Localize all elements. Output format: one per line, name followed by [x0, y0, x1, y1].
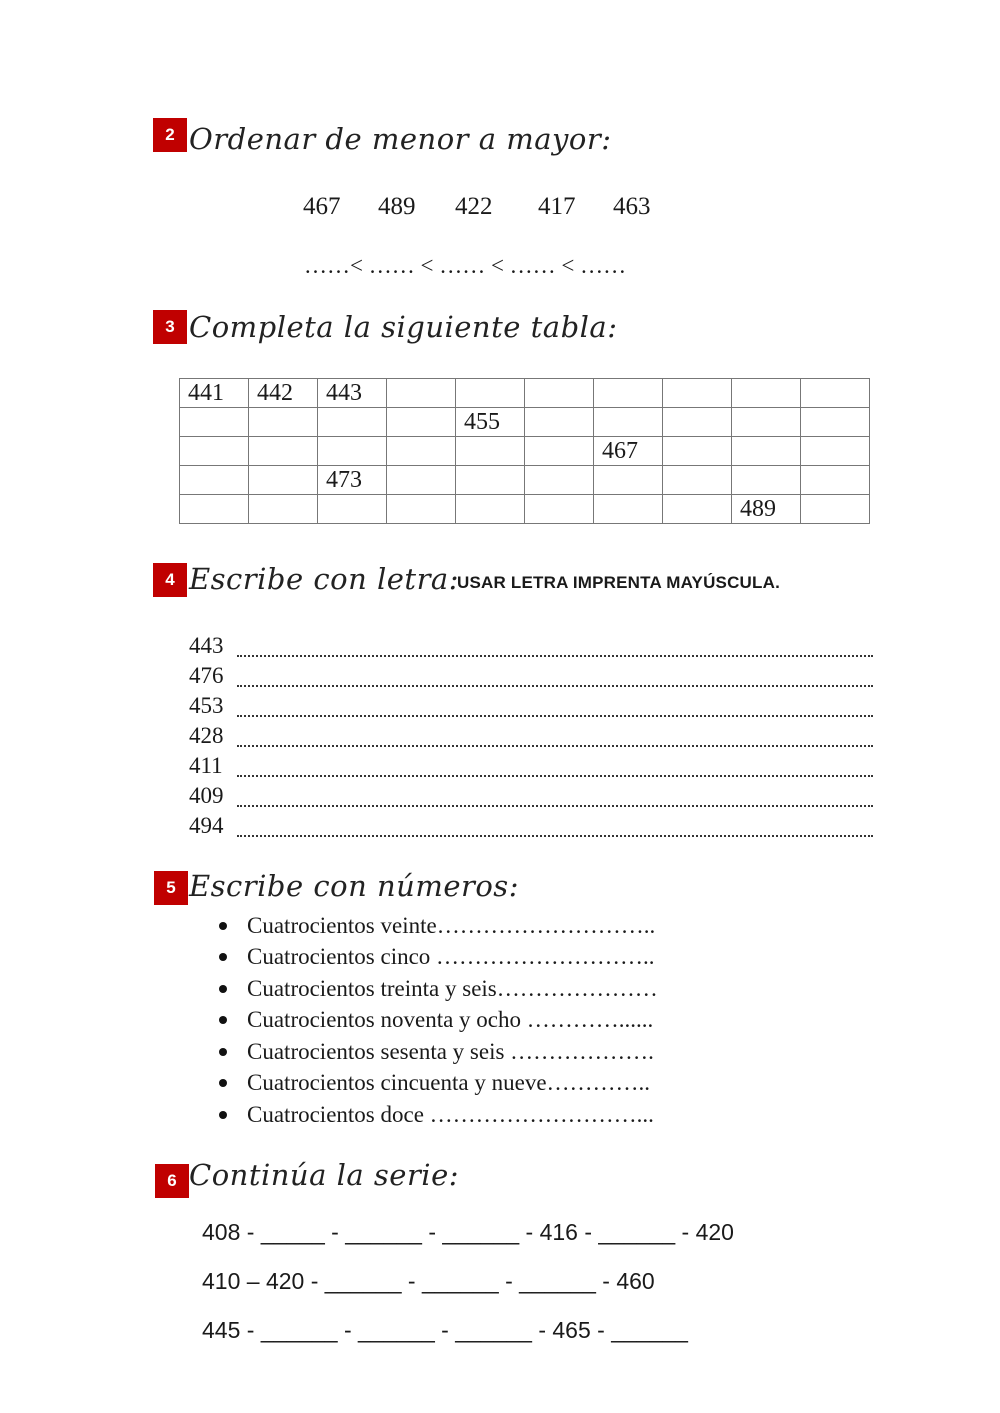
bullet-icon — [219, 1016, 227, 1024]
table-cell[interactable] — [594, 379, 663, 408]
table-cell[interactable] — [732, 466, 801, 495]
table-cell[interactable] — [525, 437, 594, 466]
bullet-icon — [219, 985, 227, 993]
number-table — [179, 378, 870, 524]
dotted-answer-line[interactable] — [237, 685, 873, 687]
table-cell[interactable] — [525, 379, 594, 408]
table-cell[interactable] — [387, 437, 456, 466]
table-cell: 467 — [594, 437, 663, 466]
table-cell: 473 — [318, 466, 387, 495]
write-line-number: 409 — [189, 783, 224, 808]
table-row — [180, 466, 870, 495]
write-line[interactable] — [189, 813, 873, 843]
table-cell[interactable] — [801, 495, 870, 524]
table-cell[interactable] — [387, 495, 456, 524]
write-line-number: 411 — [189, 753, 223, 778]
table-cell[interactable] — [387, 408, 456, 437]
table-cell[interactable] — [525, 495, 594, 524]
table-cell[interactable] — [456, 495, 525, 524]
write-line[interactable] — [189, 663, 873, 693]
table-cell[interactable] — [387, 466, 456, 495]
table-cell[interactable] — [180, 466, 249, 495]
table-cell[interactable] — [249, 408, 318, 437]
table-cell[interactable] — [180, 437, 249, 466]
table-cell[interactable] — [732, 408, 801, 437]
write-line[interactable] — [189, 783, 873, 813]
table-cell[interactable] — [732, 437, 801, 466]
bullet-icon — [219, 922, 227, 930]
dotted-answer-line[interactable] — [237, 715, 873, 717]
list-item[interactable] — [216, 942, 658, 974]
table-cell[interactable] — [525, 466, 594, 495]
table-cell[interactable] — [180, 408, 249, 437]
dotted-answer-line[interactable] — [237, 835, 873, 837]
list-item[interactable] — [216, 1005, 658, 1037]
section-2-title: Ordenar de menor a mayor: — [189, 122, 612, 156]
table-cell[interactable] — [801, 466, 870, 495]
section-4-badge: 4 — [153, 563, 187, 597]
section-3-badge: 3 — [153, 310, 187, 344]
table-cell[interactable] — [318, 408, 387, 437]
table-row — [180, 379, 870, 408]
list-item-text: Cuatrocientos doce ………………………... — [247, 1101, 654, 1127]
list-item-text: Cuatrocientos cincuenta y nueve………….. — [247, 1070, 651, 1096]
list-item[interactable] — [216, 973, 658, 1005]
table-cell: 441 — [180, 379, 249, 408]
number-words-list — [216, 910, 658, 1131]
table-row — [180, 408, 870, 437]
dotted-answer-line[interactable] — [237, 745, 873, 747]
series-line-1[interactable]: 408 - _____ - ______ - ______ - 416 - ______ - 420 — [202, 1219, 734, 1245]
section-5-title: Escribe con números: — [189, 869, 519, 903]
table-cell[interactable] — [594, 466, 663, 495]
order-number-2: 489 — [378, 193, 416, 220]
section-4-title: Escribe con letra: — [189, 562, 459, 596]
write-line[interactable] — [189, 753, 873, 783]
table-cell[interactable] — [663, 466, 732, 495]
list-item[interactable] — [216, 1036, 658, 1068]
table-cell[interactable] — [387, 379, 456, 408]
table-row — [180, 495, 870, 524]
write-line-number: 494 — [189, 813, 224, 838]
table-cell[interactable] — [663, 408, 732, 437]
table-cell[interactable] — [594, 495, 663, 524]
table-cell[interactable] — [732, 379, 801, 408]
write-line-number: 476 — [189, 663, 224, 688]
write-line-number: 453 — [189, 693, 224, 718]
list-item[interactable] — [216, 1068, 658, 1100]
dotted-answer-line[interactable] — [237, 655, 873, 657]
dotted-answer-line[interactable] — [237, 805, 873, 807]
table-cell[interactable] — [801, 437, 870, 466]
table-cell[interactable] — [180, 495, 249, 524]
list-item-text: Cuatrocientos cinco ……………………….. — [247, 944, 655, 970]
series-line-2[interactable]: 410 – 420 - ______ - ______ - ______ - 460 — [202, 1268, 655, 1294]
list-item-text: Cuatrocientos noventa y ocho …………...... — [247, 1007, 654, 1033]
section-6-title: Continúa la serie: — [189, 1158, 460, 1192]
write-line[interactable] — [189, 693, 873, 723]
order-answer-line[interactable]: ……< …… < …… < …… < …… — [304, 253, 627, 278]
table-cell[interactable] — [318, 437, 387, 466]
table-cell[interactable] — [249, 466, 318, 495]
write-line-number: 428 — [189, 723, 224, 748]
dotted-answer-line[interactable] — [237, 775, 873, 777]
table-cell: 443 — [318, 379, 387, 408]
table-cell[interactable] — [249, 495, 318, 524]
series-line-3[interactable]: 445 - ______ - ______ - ______ - 465 - ______ — [202, 1317, 688, 1343]
table-cell[interactable] — [456, 379, 525, 408]
list-item-text: Cuatrocientos treinta y seis………………… — [247, 975, 658, 1001]
section-6-badge: 6 — [155, 1164, 189, 1198]
order-number-5: 463 — [613, 193, 651, 220]
list-item-text: Cuatrocientos veinte……………………….. — [247, 912, 656, 938]
table-cell[interactable] — [318, 495, 387, 524]
list-item[interactable] — [216, 1099, 658, 1131]
table-cell[interactable] — [801, 408, 870, 437]
table-cell: 442 — [249, 379, 318, 408]
table-row — [180, 437, 870, 466]
table-cell[interactable] — [663, 437, 732, 466]
section-2-badge: 2 — [153, 118, 187, 152]
list-item-text: Cuatrocientos sesenta y seis ………………. — [247, 1038, 654, 1064]
write-line[interactable] — [189, 633, 873, 663]
list-item[interactable] — [216, 910, 658, 942]
table-cell[interactable] — [663, 379, 732, 408]
table-cell[interactable] — [456, 466, 525, 495]
order-number-4: 417 — [538, 193, 576, 220]
bullet-icon — [219, 953, 227, 961]
table-cell: 455 — [456, 408, 525, 437]
section-5-badge: 5 — [154, 871, 188, 905]
bullet-icon — [219, 1048, 227, 1056]
order-number-1: 467 — [303, 193, 341, 220]
table-cell[interactable] — [525, 408, 594, 437]
write-line[interactable] — [189, 723, 873, 753]
table-cell: 489 — [732, 495, 801, 524]
table-cell[interactable] — [663, 495, 732, 524]
table-cell[interactable] — [249, 437, 318, 466]
bullet-icon — [219, 1079, 227, 1087]
table-cell[interactable] — [594, 408, 663, 437]
bullet-icon — [219, 1111, 227, 1119]
write-line-number: 443 — [189, 633, 224, 658]
section-3-title: Completa la siguiente tabla: — [189, 310, 618, 344]
table-cell[interactable] — [801, 379, 870, 408]
order-number-3: 422 — [455, 193, 493, 220]
table-cell[interactable] — [456, 437, 525, 466]
section-4-note: USAR LETRA IMPRENTA MAYÚSCULA. — [457, 573, 781, 592]
